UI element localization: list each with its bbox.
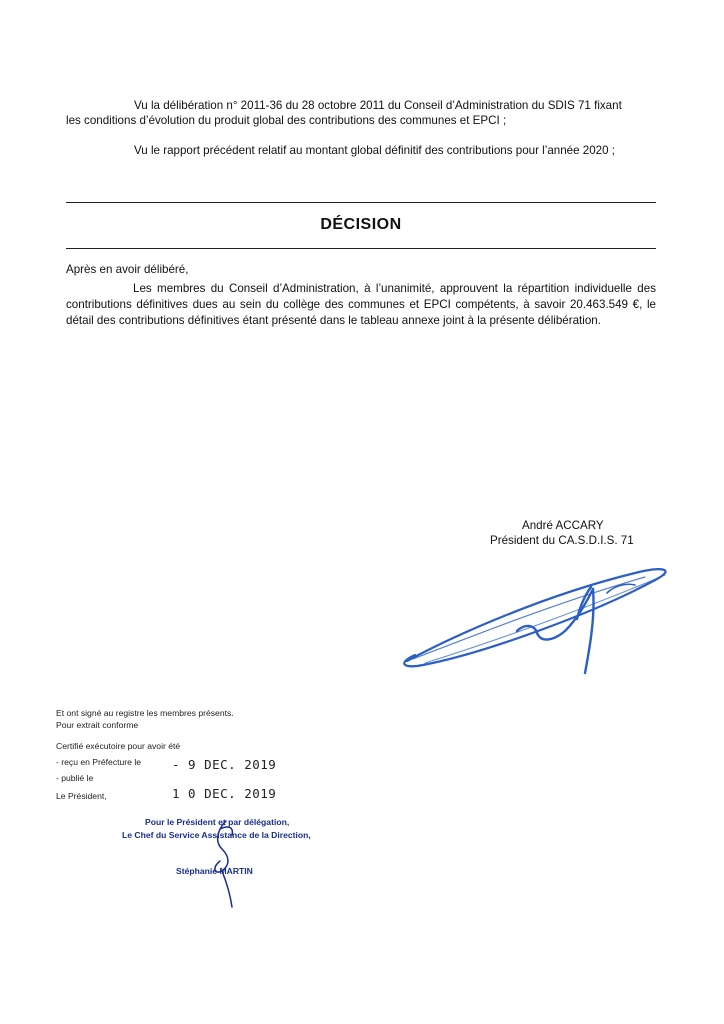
president-label: Le Président, <box>56 791 107 801</box>
decision-body: Les membres du Conseil d’Administration, à l’unanimité, approuvent la répartition individuelle des contributions définitives dues au sein du collège des communes et EPCI compétents, à savoir 20.463.549 €, le détail des contributions définitives étant présenté dans le tableau annexe joint à la présente délibération. <box>66 282 656 327</box>
signatory-role: Président du CA.S.D.I.S. 71 <box>490 534 634 547</box>
delegation-line-2: Le Chef du Service Assistance de la Direction, <box>122 830 311 840</box>
signatory-name: André ACCARY <box>522 519 604 532</box>
received-label: - reçu en Préfecture le <box>56 757 142 767</box>
received-date-stamp: - 9 DEC. 2019 <box>172 757 277 772</box>
bottom-rule <box>66 248 656 249</box>
certified-text: Certifié exécutoire pour avoir été <box>56 741 181 751</box>
decision-intro: Après en avoir délibéré, <box>66 263 189 276</box>
decision-title: DÉCISION <box>320 216 402 233</box>
consideration-2: Vu le rapport précédent relatif au montant global définitif des contributions pour l’année 2020 ; <box>134 144 616 157</box>
delegation-name: Stéphanie MARTIN <box>176 866 253 876</box>
delegation-line-1: Pour le Président et par délégation, <box>145 817 290 827</box>
published-date-stamp: 1 0 DEC. 2019 <box>172 786 277 801</box>
signed-line-1: Et ont signé au registre les membres présents. <box>56 708 234 718</box>
consideration-1-line-1: Vu la délibération n° 2011-36 du 28 octobre 2011 du Conseil d’Administration du SDIS 71 fixant <box>134 99 622 112</box>
president-signature <box>395 555 680 680</box>
signed-line-2: Pour extrait conforme <box>56 720 139 730</box>
consideration-1-line-2: les conditions d’évolution du produit global des contributions des communes et EPCI ; <box>66 114 507 127</box>
delegate-signature <box>200 815 250 910</box>
published-label: - publié le <box>56 773 94 783</box>
top-rule <box>66 202 656 203</box>
